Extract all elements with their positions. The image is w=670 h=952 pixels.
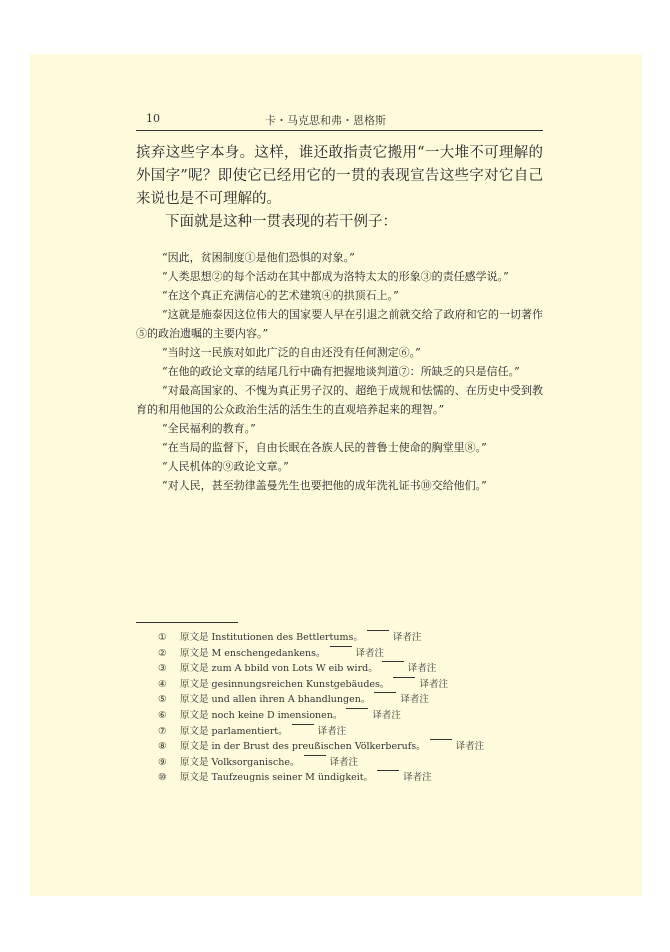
- quote: “对人民，甚至勃律盖曼先生也要把他的成年洗礼证书⑩交给他们。”: [162, 479, 487, 492]
- footnote: [158, 630, 538, 646]
- em-dash: [430, 739, 452, 740]
- quotes-block: [136, 248, 543, 495]
- footnote: [158, 739, 538, 755]
- footnote-text: 原文是 Institutionen des Bettlertums。: [180, 632, 363, 643]
- footnote-text: 原文是 gesinnungsreichen Kunstgebäudes。: [180, 678, 390, 690]
- translator-note: 译者注: [329, 756, 359, 768]
- footnote-rule: [136, 622, 238, 623]
- translator-note: 译者注: [403, 772, 432, 784]
- paragraph: 下面就是这种一贯表现的若干例子：: [165, 214, 397, 230]
- em-dash: [393, 677, 415, 678]
- footnote: [158, 708, 538, 724]
- footnote-mark: ⑧: [158, 741, 167, 753]
- footnote: [158, 692, 538, 708]
- quote: “在他的政论文章的结尾几行中确有把握地谈判道⑦：所缺乏的只是信任。”: [162, 365, 520, 378]
- header-rule: [136, 130, 543, 131]
- quote: “全民福利的教育。”: [162, 422, 256, 435]
- quote: “在这个真正充满信心的艺术建筑④的拱顶石上。”: [162, 289, 399, 302]
- footnote-mark: ⑨: [158, 756, 167, 768]
- paragraph: 摈弃这些字本身。这样，谁还敢指责它搬用“一大堆不可理解的外国字”呢？即使它已经用它的一贯的表现宣告这些字对它自己来说也是不可理解的。: [136, 145, 543, 207]
- footnote-text: 原文是 M enschengedankens。: [180, 647, 326, 659]
- footnote-mark: ⑦: [158, 725, 167, 737]
- footnote-text: 原文是 Volksorganische。: [180, 756, 300, 768]
- body-text: [136, 142, 543, 234]
- footnote-mark: ⑥: [158, 709, 167, 721]
- quote: “人民机体的⑨政论文章。”: [162, 460, 289, 473]
- page-header: [108, 110, 543, 130]
- translator-note: 译者注: [392, 632, 422, 643]
- em-dash: [374, 692, 396, 693]
- translator-note: 译者注: [355, 647, 385, 659]
- em-dash: [330, 646, 352, 647]
- em-dash: [304, 755, 326, 756]
- footnote-mark: ⑩: [158, 772, 167, 784]
- translator-note: 译者注: [419, 678, 448, 690]
- footnotes: [158, 630, 538, 786]
- footnote-text: 原文是 in der Brust des preußischen Völkerberufs。: [180, 741, 426, 753]
- translator-note: 译者注: [317, 725, 347, 737]
- quote: “对最高国家的、不愧为真正男子汉的、超绝于成规和怯懦的、在历史中受到教育的和用他国的公众政治生活的活生生的直观培养起来的理智。”: [136, 384, 543, 416]
- translator-note: 译者注: [455, 741, 485, 753]
- translator-note: 译者注: [400, 694, 429, 706]
- footnote-mark: ⑤: [158, 694, 167, 706]
- footnote-text: 原文是 und allen ihren A bhandlungen。: [180, 694, 371, 706]
- em-dash: [367, 630, 389, 631]
- footnote: [158, 770, 538, 786]
- footnote-mark: ②: [158, 647, 167, 659]
- quote: “人类思想②的每个活动在其中都成为洛特太太的形象③的责任感学说。”: [162, 270, 509, 283]
- footnote-mark: ③: [158, 663, 167, 675]
- quote: “在当局的监督下，自由长眠在各族人民的普鲁士使命的胸堂里⑧。”: [162, 441, 487, 454]
- em-dash: [292, 724, 314, 725]
- footnote-mark: ①: [158, 632, 167, 643]
- footnote-text: 原文是 noch keine D imensionen。: [180, 709, 343, 721]
- footnote-text: 原文是 parlamentiert。: [180, 725, 288, 737]
- footnote: [158, 677, 538, 693]
- footnote-mark: ④: [158, 678, 167, 690]
- em-dash: [346, 708, 368, 709]
- footnote-text: 原文是 Taufzeugnis seiner M ündigkeit。: [180, 772, 374, 784]
- footnote: [158, 646, 538, 662]
- translator-note: 译者注: [372, 709, 401, 721]
- footnote: [158, 755, 538, 771]
- translator-note: 译者注: [407, 663, 437, 675]
- page-number: 10: [146, 112, 160, 125]
- quote: “因此，贫困制度①是他们恐惧的对象。”: [162, 251, 355, 264]
- quote: “当时这一民族对如此广泛的自由还没有任何测定⑥。”: [162, 346, 421, 359]
- footnote: [158, 661, 538, 677]
- em-dash: [377, 770, 399, 771]
- running-title: 卡・马克思和弗・恩格斯: [265, 114, 386, 127]
- footnote-text: 原文是 zum A bbild von Lots W eib wird。: [180, 663, 378, 675]
- em-dash: [382, 661, 404, 662]
- footnote: [158, 724, 538, 740]
- quote: “这就是施泰因这位伟大的国家要人早在引退之前就交给了政府和它的一切著作⑤的政治遗嘱的主要内容。”: [136, 308, 543, 340]
